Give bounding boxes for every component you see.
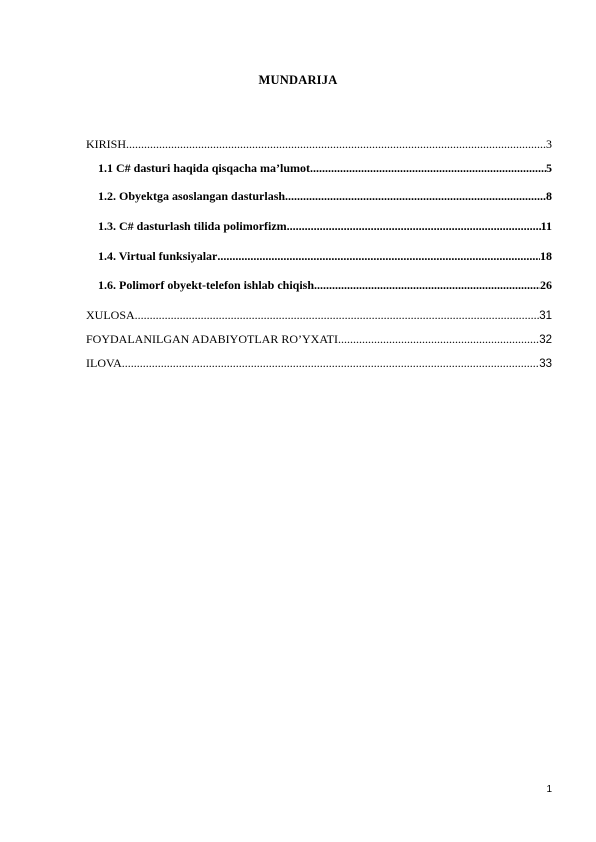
toc-entry-label: 1.1 C# dasturi haqida qisqacha ma’lumot [98,161,311,175]
toc-entry-label: ILOVA [86,356,122,370]
toc-entry-1-4[interactable] [86,249,552,263]
toc-leader-dots [314,278,540,292]
toc-entry-ilova[interactable] [86,356,552,371]
toc-entry-label: 1.3. C# dasturlash tilida polimorfizm [98,219,287,233]
toc-entry-adabiyotlar[interactable] [86,332,552,347]
toc-leader-dots [217,249,540,263]
toc-entry-page: 5 [546,161,552,175]
toc-entry-kirish[interactable] [86,137,552,151]
toc-entry-page: 33 [539,358,552,370]
toc-entry-page: 26 [540,278,552,292]
toc-leader-dots [287,219,541,233]
toc-leader-dots [126,137,546,151]
toc-entry-page: 31 [539,310,552,322]
toc-entry-label: XULOSA [86,308,135,322]
toc-entry-label: KIRISH [86,137,127,151]
toc-entry-page: 32 [539,334,552,346]
page-number: 1 [546,784,552,795]
toc-leader-dots [285,189,546,203]
toc-entry-page: 3 [546,137,552,151]
toc-leader-dots [122,356,539,370]
toc-entry-page: 18 [540,249,552,263]
toc-leader-dots [338,332,539,346]
toc-leader-dots [310,161,546,175]
toc-entry-label: 1.6. Polimorf obyekt-telefon ishlab chiqish [98,278,315,292]
toc-entry-label: 1.2. Obyektga asoslangan dasturlash [98,189,286,203]
toc-entry-label: FOYDALANILGAN ADABIYOTLAR RO’YXATI [86,332,338,346]
toc-entry-1-2[interactable] [86,189,552,203]
toc-entry-page: 8 [546,189,552,203]
toc-leader-dots [135,308,540,322]
toc-entry-1-3[interactable] [86,219,552,233]
toc-entry-1-1[interactable] [86,161,552,175]
toc-entry-xulosa[interactable] [86,308,552,323]
toc-entry-label: 1.4. Virtual funksiyalar [98,249,218,263]
document-title: MUNDARIJA [258,73,338,87]
toc-entry-1-6[interactable] [86,278,552,292]
toc-entry-page: 11 [540,219,552,233]
